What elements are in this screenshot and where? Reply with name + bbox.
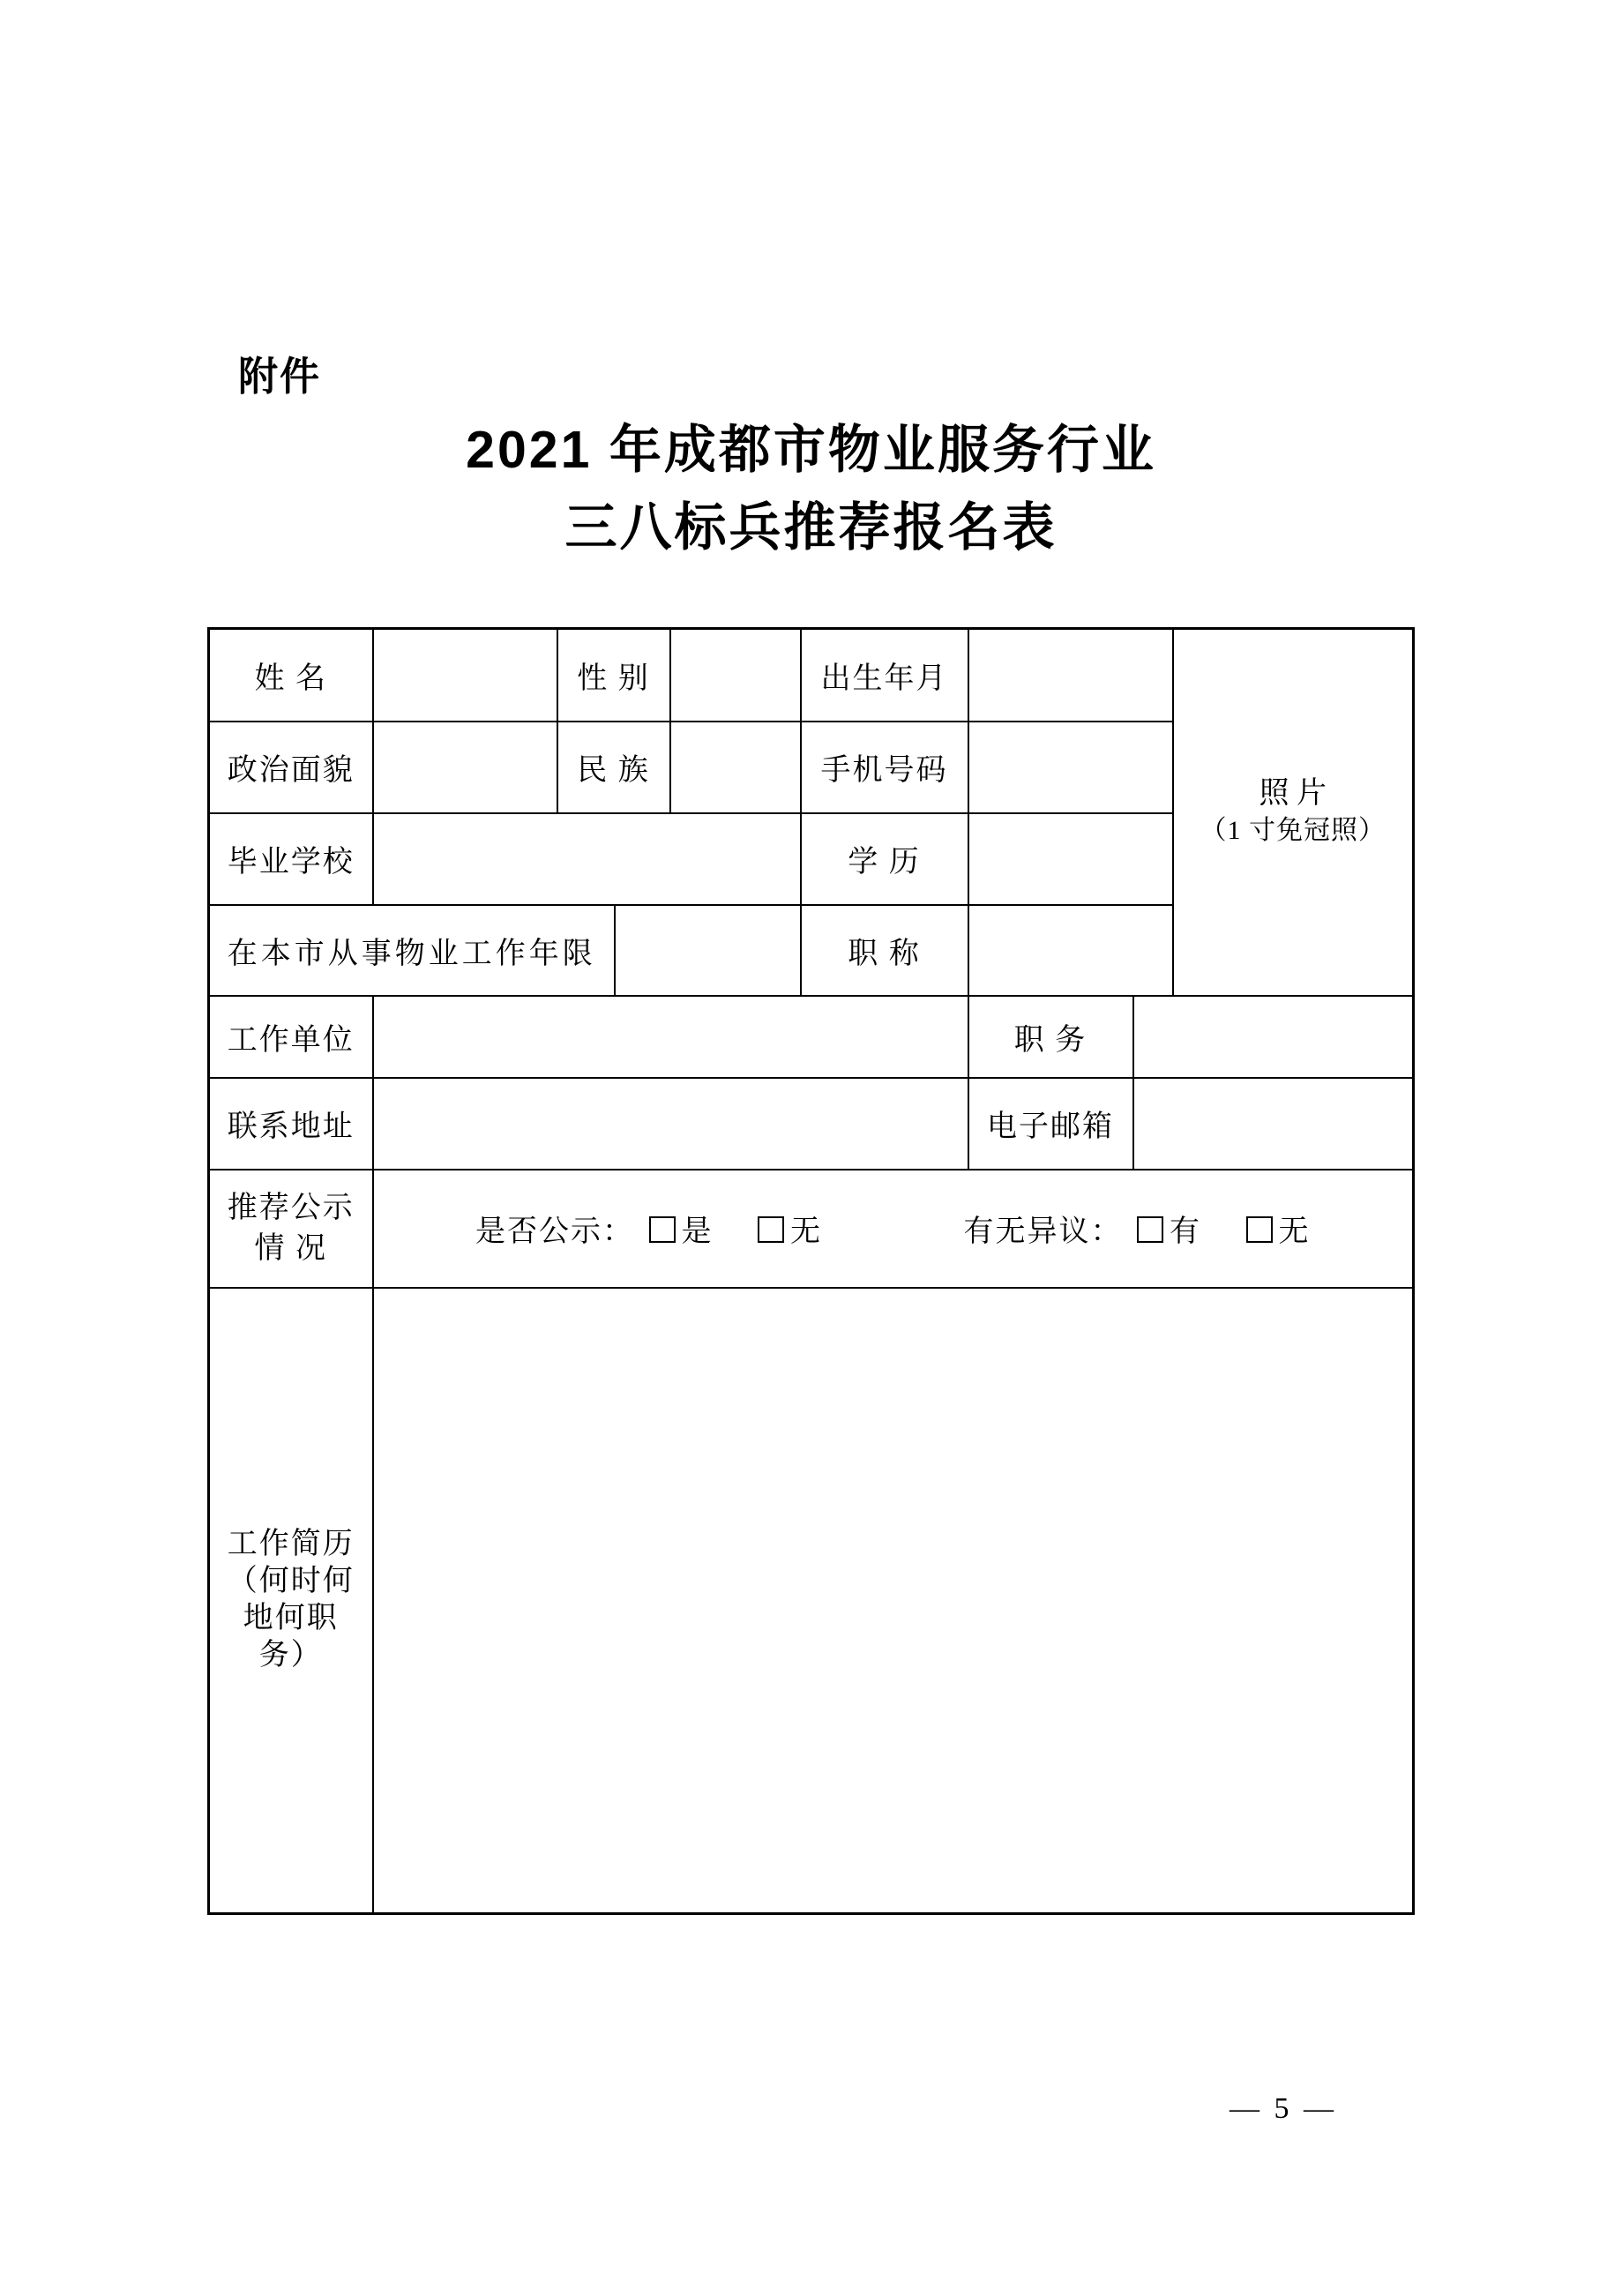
political-status-label: 政治面貌 [209, 722, 373, 813]
row-name-gender-birth [209, 629, 1414, 722]
page-title-line1: 2021 年成都市物业服务行业 [466, 421, 1156, 479]
publicity-question-2 [964, 1215, 1311, 1248]
birth-date-label: 出生年月 [801, 629, 968, 722]
education-label: 学 历 [801, 813, 968, 905]
publicity-q2-option-yes-label: 有 [1170, 1215, 1201, 1248]
ethnicity-label: 民 族 [557, 722, 670, 813]
resume-label [209, 1288, 373, 1914]
publicity-q1-label: 是否公示： [475, 1215, 634, 1248]
position-value-cell[interactable] [1133, 996, 1414, 1078]
photo-label: 照 片 [1259, 776, 1327, 810]
checkbox-objection-yes-icon[interactable] [1137, 1216, 1163, 1243]
resume-value-cell[interactable] [373, 1288, 1414, 1914]
publicity-q2-option-yes [1137, 1215, 1201, 1248]
publicity-question-1 [475, 1215, 832, 1248]
row-employer-position [209, 996, 1414, 1078]
birth-date-value-cell[interactable] [968, 629, 1173, 722]
attachment-label: 附件 [238, 354, 322, 399]
publicity-q1-option-no-label: 无 [790, 1215, 822, 1248]
publicity-label-line2: 情 况 [254, 1231, 327, 1265]
gender-value-cell[interactable] [670, 629, 801, 722]
row-address-email [209, 1078, 1414, 1170]
ethnicity-value-cell[interactable] [670, 722, 801, 813]
mobile-value-cell[interactable] [968, 722, 1173, 813]
email-label: 电子邮箱 [968, 1078, 1133, 1170]
employer-label: 工作单位 [209, 996, 373, 1078]
professional-title-label: 职 称 [801, 905, 968, 996]
address-label: 联系地址 [209, 1078, 373, 1170]
checkbox-public-yes-icon[interactable] [649, 1216, 676, 1243]
resume-label-line3: 地何职 [243, 1602, 339, 1635]
publicity-q1-option-no [758, 1215, 822, 1248]
position-label: 职 务 [968, 996, 1133, 1078]
publicity-q1-option-yes [649, 1215, 714, 1248]
name-label: 姓 名 [209, 629, 373, 722]
professional-title-value-cell[interactable] [968, 905, 1173, 996]
publicity-label [209, 1170, 373, 1288]
publicity-label-line1: 推荐公示 [227, 1191, 355, 1224]
name-value-cell[interactable] [373, 629, 557, 722]
years-in-city-value-cell[interactable] [615, 905, 801, 996]
page-title-line2: 三八标兵推荐报名表 [564, 498, 1058, 557]
publicity-q2-option-no [1246, 1215, 1311, 1248]
resume-label-line1: 工作简历 [227, 1528, 355, 1561]
employer-value-cell[interactable] [373, 996, 968, 1078]
row-publicity [209, 1170, 1414, 1288]
school-value-cell[interactable] [373, 813, 801, 905]
publicity-q1-option-yes-label: 是 [681, 1215, 714, 1248]
publicity-q2-option-no-label: 无 [1278, 1215, 1311, 1248]
registration-form-table [207, 627, 1415, 1915]
photo-cell[interactable] [1173, 629, 1414, 996]
education-value-cell[interactable] [968, 813, 1173, 905]
page-title [0, 411, 1622, 566]
checkbox-objection-no-icon[interactable] [1246, 1216, 1273, 1243]
resume-label-line2: （何时何 [227, 1565, 355, 1598]
resume-label-line4: 务） [258, 1639, 323, 1672]
page-number: — 5 — [1230, 2092, 1337, 2125]
email-value-cell[interactable] [1133, 1078, 1414, 1170]
checkbox-public-no-icon[interactable] [758, 1216, 784, 1243]
gender-label: 性 别 [557, 629, 670, 722]
years-in-city-label: 在本市从事物业工作年限 [209, 905, 615, 996]
row-resume [209, 1288, 1414, 1914]
publicity-q2-label: 有无异议： [963, 1215, 1123, 1248]
political-status-value-cell[interactable] [373, 722, 557, 813]
mobile-label: 手机号码 [801, 722, 968, 813]
address-value-cell[interactable] [373, 1078, 968, 1170]
publicity-content-cell [373, 1170, 1414, 1288]
school-label: 毕业学校 [209, 813, 373, 905]
photo-note: （1 寸免冠照） [1200, 815, 1386, 845]
